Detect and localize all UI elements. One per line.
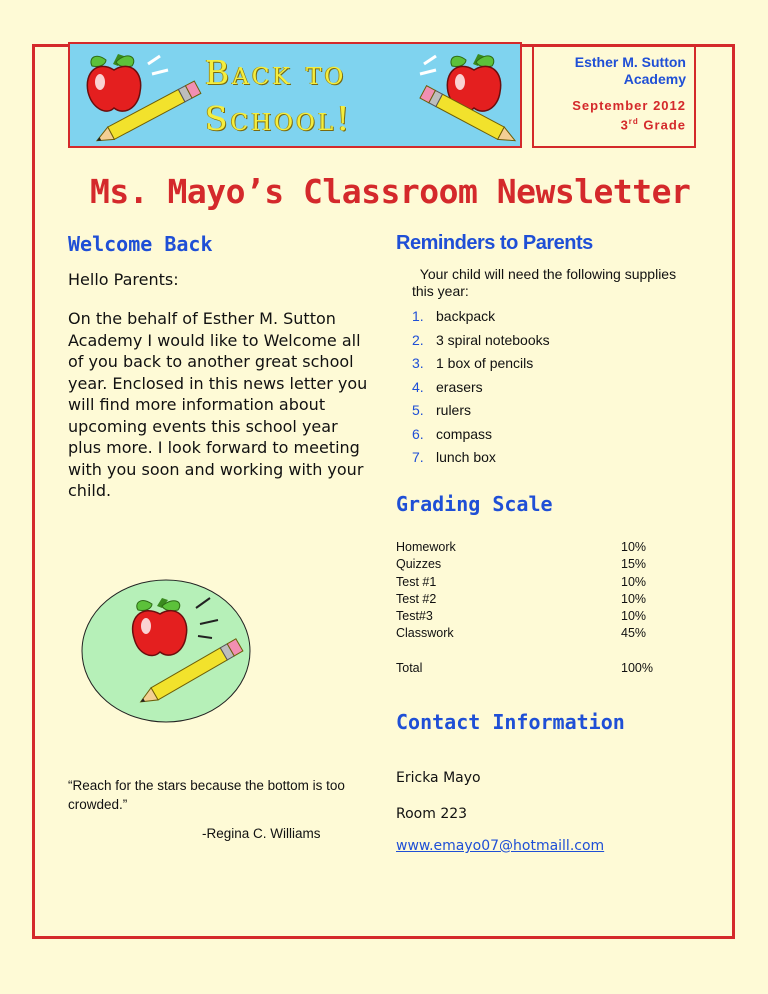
total-value: 100% [621, 660, 653, 675]
list-number: 2. [412, 331, 424, 348]
newsletter-title: Ms. Mayo’s Classroom Newsletter [90, 172, 691, 211]
school-info-box [532, 44, 696, 148]
table-row [396, 540, 676, 557]
list-number: 5. [412, 402, 424, 418]
reminders-intro [412, 266, 682, 300]
supply-item: lunch box [436, 449, 496, 465]
list-item [412, 330, 550, 354]
reminders-intro-text: Your child will need the following supplies this year: [412, 266, 677, 299]
grade-category: Test #1 [396, 574, 437, 589]
grading-table [396, 540, 676, 678]
list-item [412, 306, 550, 330]
welcome-message: On the behalf of Esther M. Sutton Academy I would like to Welcome all of you back to another great school year. Enclosed in this news letter you will find more information about upcoming events this school year plus more. I look forward to meeting with you soon and working with your child. [68, 309, 368, 500]
banner-line-2: School! [205, 99, 353, 138]
grade-level [534, 114, 686, 133]
greeting: Hello Parents: [68, 270, 179, 289]
grade-number: 3 [620, 117, 629, 133]
contact-name: Ericka Mayo [396, 770, 481, 786]
supply-list [412, 306, 550, 471]
inspirational-quote: “Reach for the stars because the bottom is too crowded.” [68, 778, 345, 812]
grade-ordinal: rd [628, 117, 639, 126]
list-number: 6. [412, 425, 424, 442]
apple-pencil-clipart-right [414, 50, 522, 146]
newsletter-date: September 2012 [572, 98, 686, 113]
list-item [412, 353, 550, 377]
contact-email-link[interactable]: www.emayo07@hotmaill.com [396, 838, 605, 854]
list-number: 7. [412, 449, 424, 465]
school-name-line-2: Academy [623, 71, 686, 87]
list-number: 3. [412, 355, 424, 371]
total-label: Total [396, 660, 423, 675]
grade-category: Homework [396, 540, 456, 554]
grading-scale-heading: Grading Scale [396, 492, 553, 516]
contact-room: Room 223 [396, 806, 468, 822]
welcome-heading: Welcome Back [68, 232, 213, 256]
list-item [412, 377, 550, 401]
table-row [396, 626, 676, 643]
school-name-line-1: Esther M. Sutton [574, 54, 686, 70]
grade-category: Quizzes [396, 557, 442, 572]
back-to-school-banner [68, 42, 522, 148]
grade-weight: 10% [621, 574, 647, 589]
apple-pencil-circle-clipart [80, 578, 252, 724]
supply-item: erasers [436, 378, 483, 395]
table-row [396, 609, 676, 626]
grade-weight: 45% [621, 626, 647, 641]
grade-weight: 10% [621, 591, 647, 606]
table-row [396, 575, 676, 592]
grade-weight: 15% [621, 557, 647, 572]
quote-author: -Regina C. Williams [202, 826, 321, 841]
list-item [412, 400, 550, 424]
total-row [396, 661, 676, 678]
banner-title [205, 50, 405, 142]
supply-item: compass [436, 425, 493, 442]
grade-category: Test#3 [396, 609, 433, 624]
list-item [412, 424, 550, 448]
table-row [396, 592, 676, 609]
banner-line-1: Back to [205, 53, 347, 92]
grade-weight: 10% [621, 540, 647, 554]
grade-weight: 10% [621, 609, 647, 624]
list-item [412, 447, 550, 471]
table-row [396, 557, 676, 574]
supply-item: backpack [436, 308, 496, 324]
list-number: 4. [412, 378, 424, 395]
supply-item: 3 spiral notebooks [436, 331, 550, 348]
grade-word: Grade [643, 117, 686, 133]
grade-category: Classwork [396, 626, 454, 641]
contact-heading: Contact Information [396, 710, 625, 734]
grade-category: Test #2 [396, 591, 437, 606]
list-number: 1. [412, 308, 424, 324]
supply-item: 1 box of pencils [436, 355, 534, 371]
reminders-heading: Reminders to Parents [396, 232, 593, 254]
apple-pencil-clipart-left [78, 50, 208, 146]
school-name [534, 54, 686, 88]
supply-item: rulers [436, 402, 472, 418]
